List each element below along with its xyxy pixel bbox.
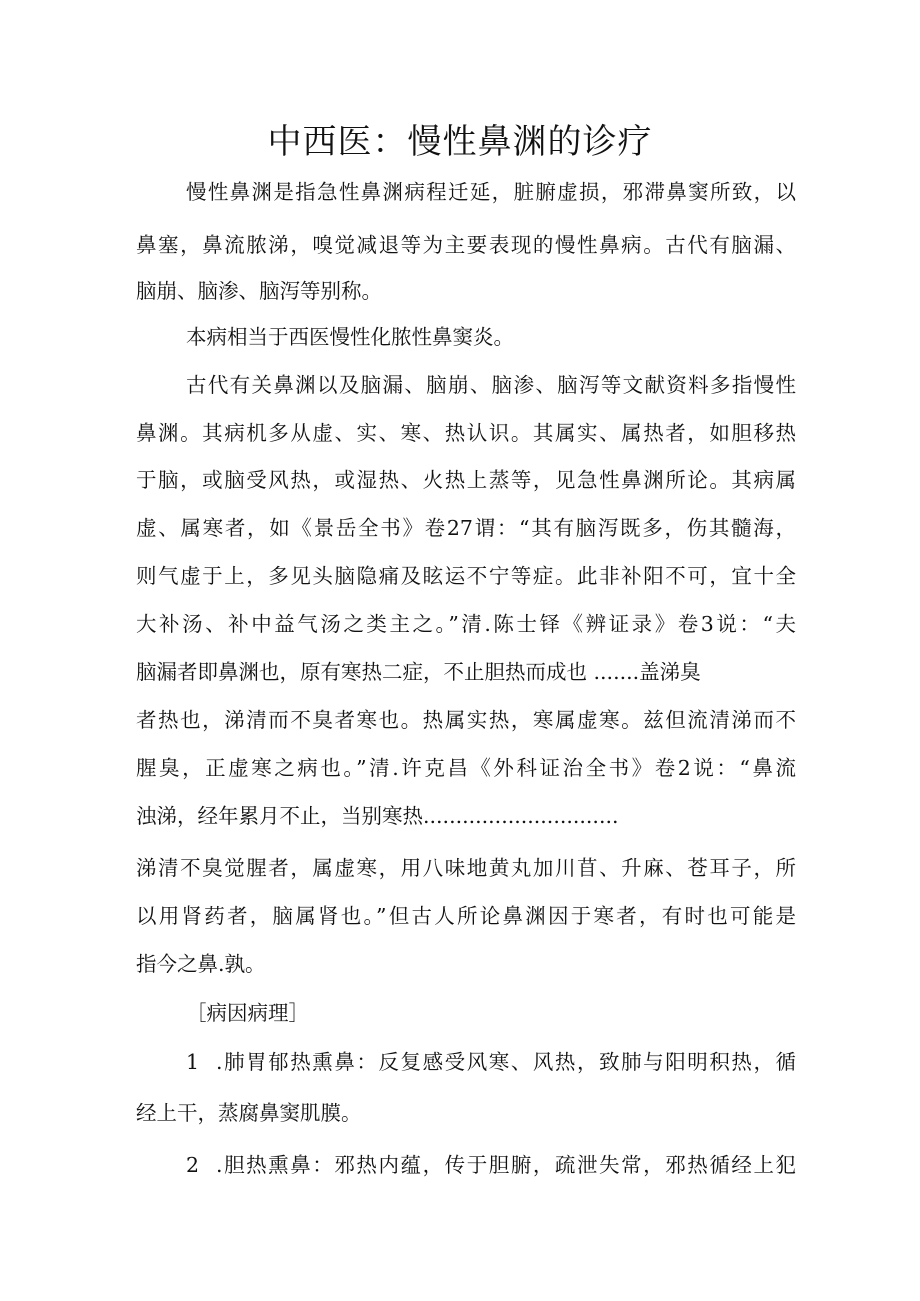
cause-1-text: .肺胃郁热熏鼻：反复感受风寒、风热，致肺与阳明积热，循 (216, 1050, 796, 1074)
paragraph-3-line-4: 虚、属寒者，如《景岳全书》卷27谓：“其有脑泻既多，伤其髓海， (136, 516, 796, 540)
paragraph-3-line-5: 则气虚于上，多见头脑隐痛及眩运不宁等症。此非补阳不可，宜十全 (136, 564, 796, 588)
paragraph-3-line-6: 大补汤、补中益气汤之类主之。”清.陈士铎《辨证录》卷3说：“夫 (136, 612, 796, 636)
cause-1-line-2: 经上干，蒸腐鼻窦肌膜。 (136, 1101, 362, 1125)
paragraph-3-line-3: 于脑，或脑受风热，或湿热、火热上蒸等，见急性鼻渊所论。其病属 (136, 468, 796, 492)
paragraph-3-line-10: 浊涕，经年累月不止，当别寒热.............................. (136, 804, 619, 828)
cause-2-number: 2 (186, 1153, 200, 1177)
paragraph-3-line-13: 指今之鼻.孰。 (136, 952, 266, 976)
paragraph-3-line-9: 腥臭，正虚寒之病也。”清.许克昌《外科证治全书》卷2说：“鼻流 (136, 756, 796, 780)
paragraph-3-line-1: 古代有关鼻渊以及脑漏、脑崩、脑渗、脑泻等文献资料多指慢性 (186, 373, 796, 397)
paragraph-2-line-1: 本病相当于西医慢性化脓性鼻窦炎。 (186, 325, 514, 349)
cause-1-line-1 (186, 1047, 796, 1077)
cause-1-number: 1 (186, 1050, 200, 1074)
paragraph-1-line-1: 慢性鼻渊是指急性鼻渊病程迁延，脏腑虚损，邪滞鼻窦所致，以 (186, 180, 796, 204)
paragraph-3-line-11: 涕清不臭觉腥者，属虚寒，用八味地黄丸加川苜、升麻、苍耳子，所 (136, 856, 796, 880)
paragraph-3-line-8: 者热也，涕清而不臭者寒也。热属实热，寒属虚寒。兹但流清涕而不 (136, 708, 796, 732)
section-heading: ［病因病理］ (186, 1001, 309, 1025)
paragraph-3-line-2: 鼻渊。其病机多从虚、实、寒、热认识。其属实、属热者，如胆移热 (136, 421, 796, 445)
page-title: 中西医：慢性鼻渊的诊疗 (267, 122, 653, 162)
paragraph-1-line-3: 脑崩、脑渗、脑泻等别称。 (136, 279, 382, 303)
paragraph-1-line-2: 鼻塞，鼻流脓涕，嗅觉减退等为主要表现的慢性鼻病。古代有脑漏、 (136, 233, 796, 257)
paragraph-3-line-7: 脑漏者即鼻渊也，原有寒热二症，不止胆热而成也 .......盖涕臭 (136, 660, 701, 684)
cause-2-text: .胆热熏鼻：邪热内蕴，传于胆腑，疏泄失常，邪热循经上犯 (216, 1153, 796, 1177)
paragraph-3-line-12: 以用肾药者，脑属肾也。”但古人所论鼻渊因于寒者，有时也可能是 (136, 904, 796, 928)
cause-2-line-1 (186, 1150, 796, 1180)
